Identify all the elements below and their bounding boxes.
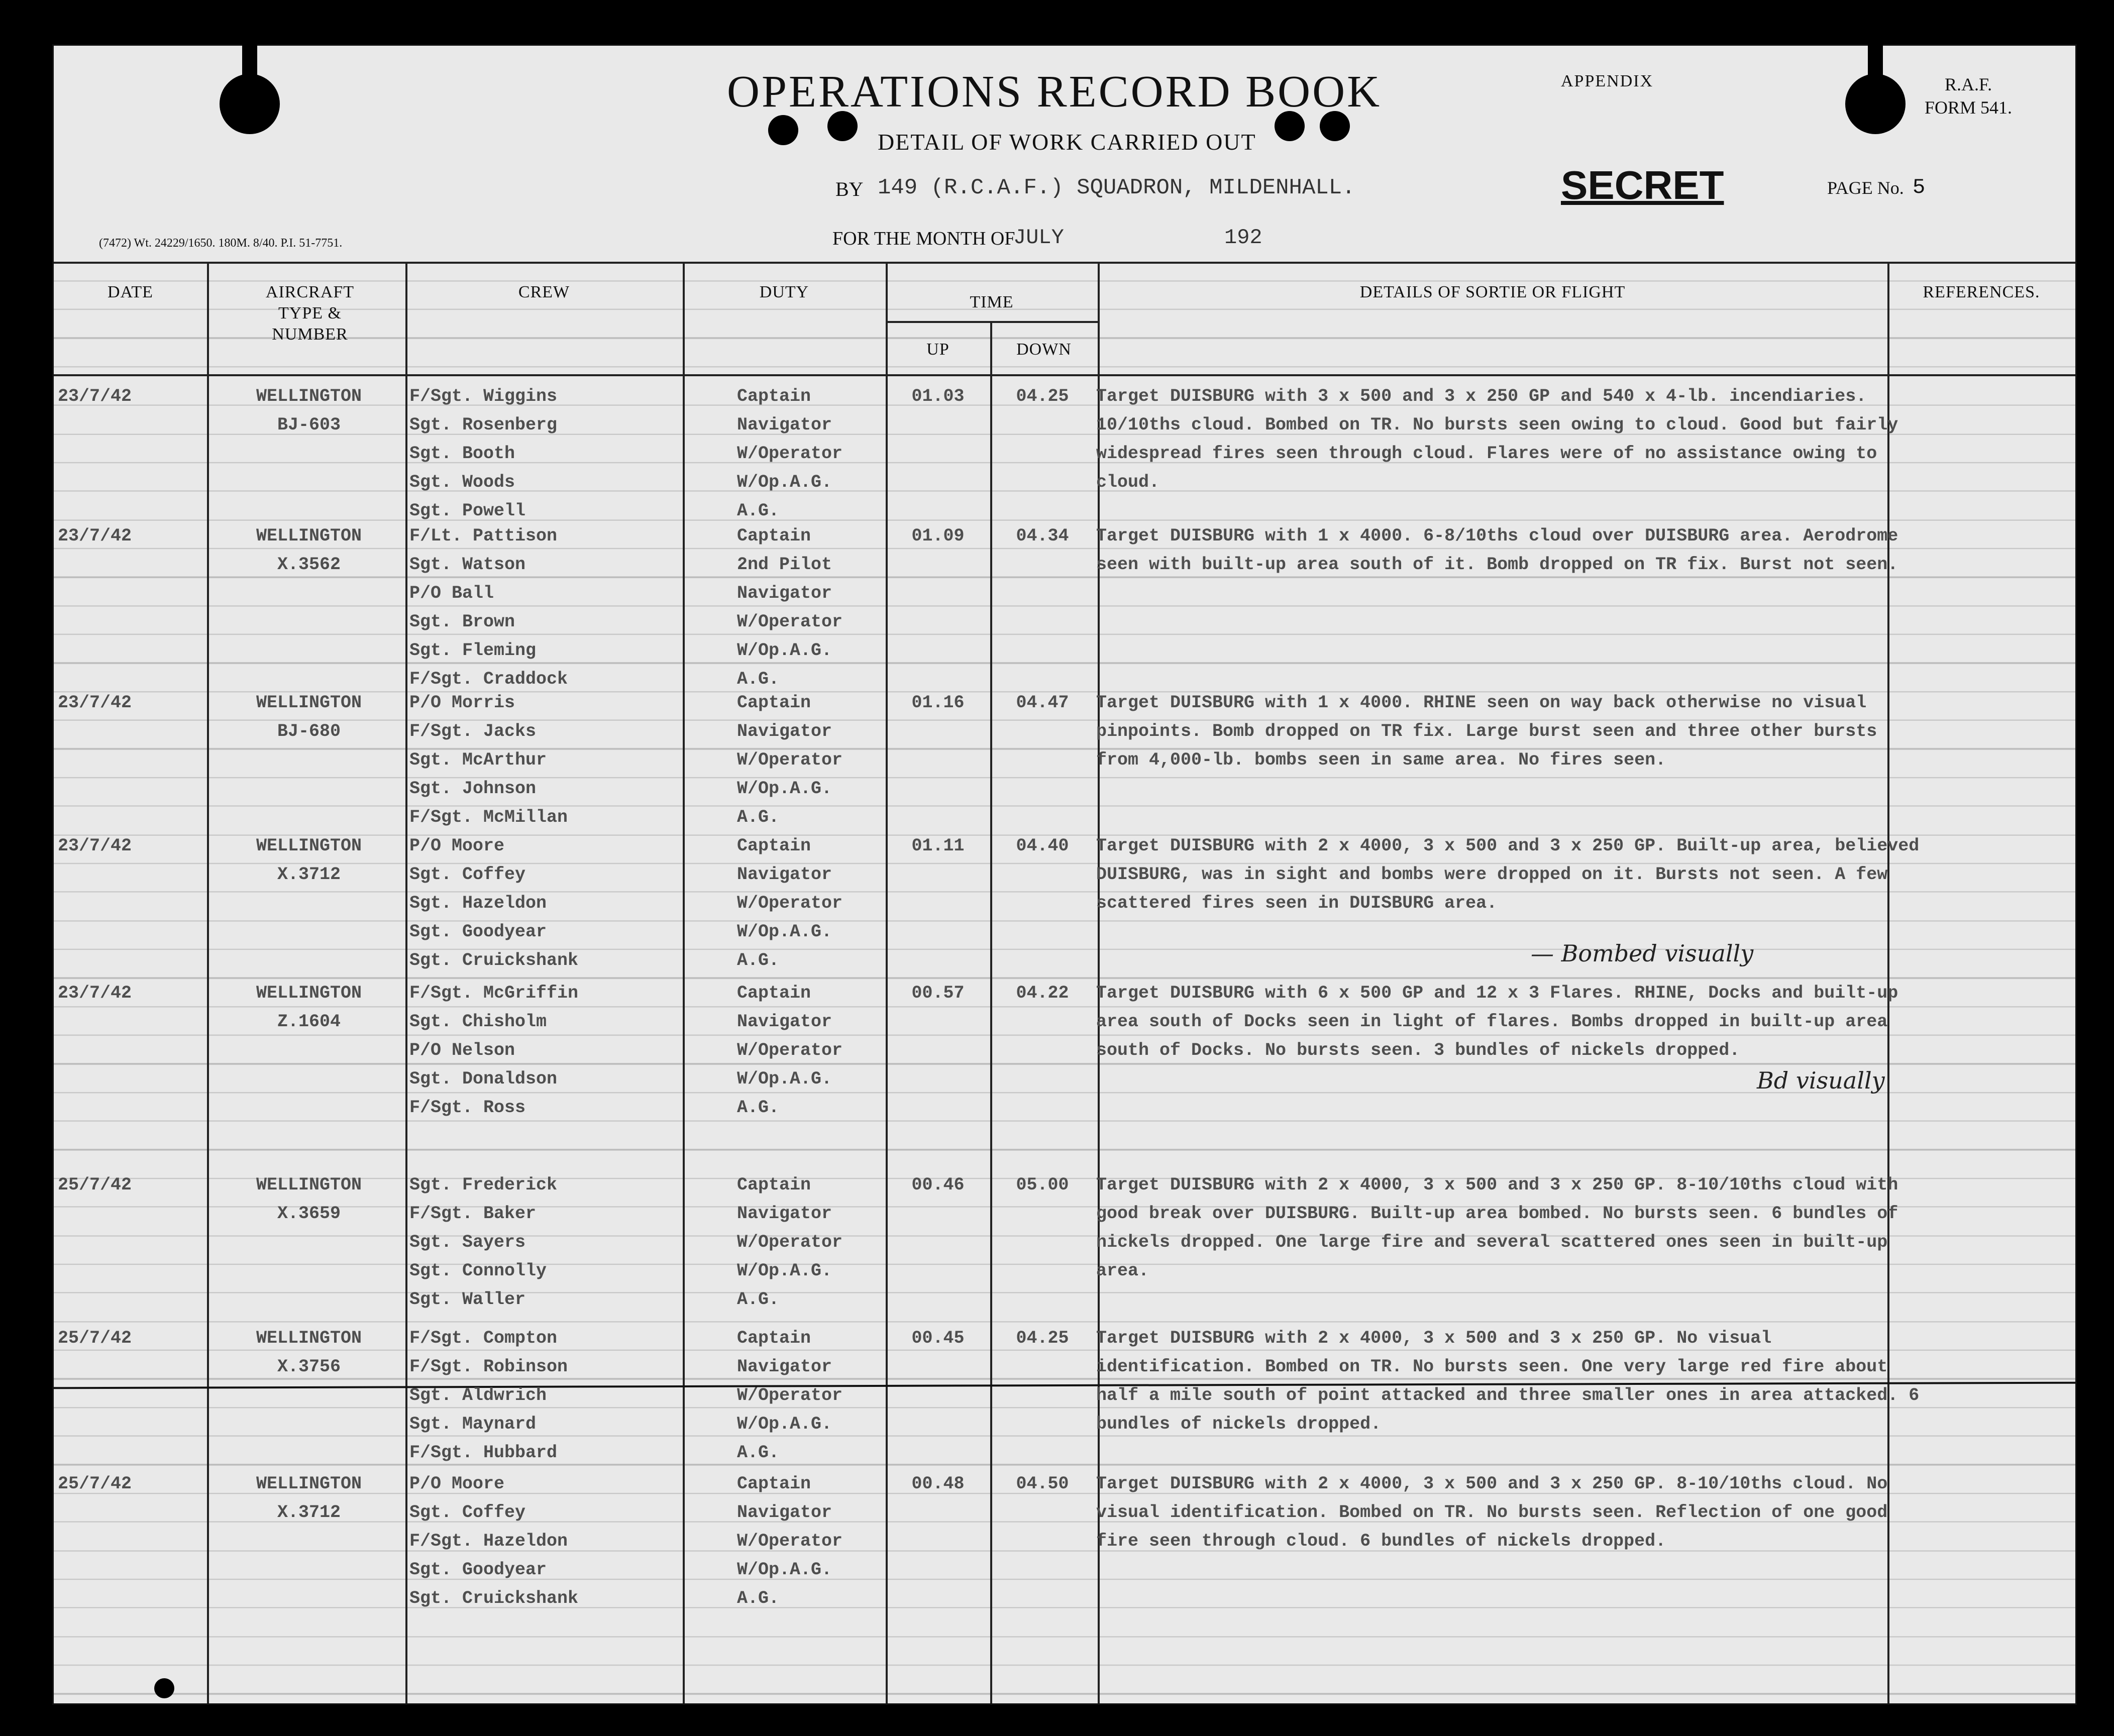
entry-duty: Captain 2nd Pilot Navigator W/Operator W/Op.A.G. A.G. (737, 526, 843, 689)
entry-time-up: 00.46 (911, 1175, 965, 1195)
by-label: BY (835, 178, 864, 200)
table-row (54, 689, 2075, 827)
entry-crew: F/Sgt. McGriffin Sgt. Chisholm P/O Nelson Sgt. Donaldson F/Sgt. Ross (409, 983, 579, 1118)
entry-date: 25/7/42 (58, 1328, 132, 1348)
month-value: JULY (1013, 226, 1064, 250)
binder-tab-right (1868, 41, 1883, 86)
raf-label: R.A.F. (1944, 74, 1992, 94)
entry-duty: Captain Navigator W/Operator W/Op.A.G. A.G. (737, 693, 843, 827)
col-header-details: DETAILS OF SORTIE OR FLIGHT (1359, 283, 1626, 301)
entry-duty: Captain Navigator W/Operator W/Op.A.G. A.G. (737, 1474, 843, 1608)
entry-aircraft: WELLINGTON X.3756 (256, 1328, 362, 1377)
table-row (54, 1171, 2075, 1310)
entry-crew: Sgt. Frederick F/Sgt. Baker Sgt. Sayers Sgt. Connolly Sgt. Waller (409, 1175, 558, 1310)
print-reference: (7472) Wt. 24229/1650. 180M. 8/40. P.I. 51-7751. (99, 237, 343, 250)
entry-time-down: 04.40 (1016, 836, 1069, 856)
entry-crew: F/Lt. Pattison Sgt. Watson P/O Ball Sgt. Brown Sgt. Fleming F/Sgt. Craddock (409, 526, 568, 689)
entry-time-up: 00.48 (911, 1474, 965, 1494)
entry-date: 25/7/42 (58, 1175, 132, 1195)
entry-aircraft: WELLINGTON Z.1604 (256, 983, 362, 1032)
binder-tab-left (242, 41, 257, 86)
entry-date: 23/7/42 (58, 386, 132, 406)
form-title: OPERATIONS RECORD BOOK (727, 67, 1382, 117)
year-value: 192 (1224, 226, 1262, 250)
form-number (1925, 73, 2012, 119)
entry-date: 23/7/42 (58, 526, 132, 546)
secret-stamp: SECRET (1561, 163, 1724, 207)
entry-time-up: 01.03 (911, 386, 965, 406)
entry-time-down: 04.50 (1016, 1474, 1069, 1494)
entry-time-up: 00.45 (911, 1328, 965, 1348)
time-sub-rule (888, 321, 1099, 323)
entry-time-up: 01.16 (911, 693, 965, 713)
entry-time-down: 04.34 (1016, 526, 1069, 546)
entry-date: 23/7/42 (58, 983, 132, 1003)
entry-duty: Captain Navigator W/Operator W/Op.A.G. A.G. (737, 386, 843, 521)
col-header-crew: CREW (518, 283, 570, 301)
punch-hole (768, 115, 798, 145)
table-row (54, 979, 2075, 1118)
entry-crew: P/O Moore Sgt. Coffey F/Sgt. Hazeldon Sgt. Goodyear Sgt. Cruickshank (409, 1474, 579, 1608)
entry-duty: Captain Navigator W/Operator W/Op.A.G. A.G. (737, 1175, 843, 1310)
handwritten-note: — Bombed visually (1531, 940, 1754, 967)
handwritten-note: Bd visually (1757, 1067, 1885, 1094)
form-541-label: FORM 541. (1925, 97, 2013, 118)
entry-crew: F/Sgt. Compton F/Sgt. Robinson Sgt. Aldwrich Sgt. Maynard F/Sgt. Hubbard (409, 1328, 568, 1463)
page-number-label: PAGE No. (1827, 178, 1904, 198)
squadron-name: 149 (R.C.A.F.) SQUADRON, MILDENHALL. (878, 175, 1355, 200)
month-label: FOR THE MONTH OF (832, 228, 1015, 249)
table-row (54, 1324, 2075, 1463)
entry-details: Target DUISBURG with 2 x 4000, 3 x 500 and 3 x 250 GP. No visual identification. Bombed on TR. No bursts seen. One very large red fire about half a mile south of point attacked and three smaller ones in area attacked. 6 bundles of nickels dropped. (1096, 1328, 1920, 1434)
col-header-down: DOWN (1016, 340, 1072, 359)
entry-date: 23/7/42 (58, 693, 132, 713)
entry-duty: Captain Navigator W/Operator W/Op.A.G. A.G. (737, 983, 843, 1118)
film-speck (154, 1678, 174, 1698)
entry-aircraft: WELLINGTON BJ-603 (256, 386, 362, 435)
col-header-date: DATE (108, 283, 153, 301)
entry-aircraft: WELLINGTON BJ-680 (256, 693, 362, 741)
entry-duty: Captain Navigator W/Operator W/Op.A.G. A.G. (737, 836, 843, 970)
entry-time-up: 00.57 (911, 983, 965, 1003)
entry-time-up: 01.09 (911, 526, 965, 546)
entry-details: Target DUISBURG with 2 x 4000, 3 x 500 and 3 x 250 GP. 8-10/10ths cloud with good break over DUISBURG. Built-up area bombed. No bursts seen. 6 bundles of nickels dropped. One large fire and several scattered ones seen in built-up area. (1096, 1175, 1898, 1281)
table-row (54, 382, 2075, 521)
entry-aircraft: WELLINGTON X.3712 (256, 836, 362, 885)
page-number: 5 (1913, 175, 1926, 199)
table-row (54, 1470, 2075, 1608)
entry-details: Target DUISBURG with 2 x 4000, 3 x 500 and 3 x 250 GP. 8-10/10ths cloud. No visual identification. Bombed on TR. No bursts seen. Reflection of one good fire seen through cloud. 6 bundles of nickels dropped. (1096, 1474, 1888, 1551)
entry-details: Target DUISBURG with 2 x 4000, 3 x 500 and 3 x 250 GP. Built-up area, believed DUISBURG, was in sight and bombs were dropped on it. Bursts not seen. A few scattered fires seen in DUISBURG area. (1096, 836, 1920, 913)
entry-date: 23/7/42 (58, 836, 132, 856)
header-bottom-rule (54, 374, 2075, 376)
appendix-label: APPENDIX (1561, 72, 1654, 90)
entry-details: Target DUISBURG with 6 x 500 GP and 12 x 3 Flares. RHINE, Docks and built-up area south of Docks seen in light of flares. Bombs dropped in built-up area south of Docks. No bursts seen. 3 bundles of nickels dropped. (1096, 983, 1898, 1060)
table-row (54, 522, 2075, 689)
table-top-rule (54, 262, 2075, 264)
entry-details: Target DUISBURG with 1 x 4000. RHINE seen on way back otherwise no visual pinpoints. Bomb dropped on TR fix. Large burst seen and three other bursts from 4,000-lb. bombs seen in same area. No fires seen. (1096, 693, 1877, 770)
entry-details: Target DUISBURG with 1 x 4000. 6-8/10ths cloud over DUISBURG area. Aerodrome seen with built-up area south of it. Bomb dropped on TR fix. Burst not seen. (1096, 526, 1898, 575)
entry-duty: Captain Navigator W/Operator W/Op.A.G. A.G. (737, 1328, 843, 1463)
entry-details: Target DUISBURG with 3 x 500 and 3 x 250 GP and 540 x 4-lb. incendiaries. 10/10ths cloud. Bombed on TR. No bursts seen owing to cloud. Good but fairly widespread fires seen through cloud. Flares were of no assistance owing to cloud. (1096, 386, 1898, 492)
record-table (54, 262, 2075, 1703)
entry-time-up: 01.11 (911, 836, 965, 856)
table-row (54, 832, 2075, 970)
col-header-aircraft: AIRCRAFT TYPE & NUMBER (265, 283, 355, 344)
col-header-time: TIME (970, 293, 1014, 311)
entry-time-down: 05.00 (1016, 1175, 1069, 1195)
record-book-page (52, 44, 2077, 1705)
entry-crew: F/Sgt. Wiggins Sgt. Rosenberg Sgt. Booth Sgt. Woods Sgt. Powell (409, 386, 558, 521)
entry-date: 25/7/42 (58, 1474, 132, 1494)
entry-crew: P/O Moore Sgt. Coffey Sgt. Hazeldon Sgt. Goodyear Sgt. Cruickshank (409, 836, 579, 970)
entry-aircraft: WELLINGTON X.3712 (256, 1474, 362, 1523)
entry-time-down: 04.47 (1016, 693, 1069, 713)
entry-aircraft: WELLINGTON X.3659 (256, 1175, 362, 1224)
form-subtitle: DETAIL OF WORK CARRIED OUT (878, 129, 1256, 155)
col-header-references: REFERENCES. (1923, 283, 2040, 301)
entry-time-down: 04.25 (1016, 386, 1069, 406)
col-header-duty: DUTY (759, 283, 809, 301)
entry-crew: P/O Morris F/Sgt. Jacks Sgt. McArthur Sgt. Johnson F/Sgt. McMillan (409, 693, 568, 827)
entry-time-down: 04.25 (1016, 1328, 1069, 1348)
entry-aircraft: WELLINGTON X.3562 (256, 526, 362, 575)
col-header-up: UP (926, 340, 949, 359)
entry-time-down: 04.22 (1016, 983, 1069, 1003)
